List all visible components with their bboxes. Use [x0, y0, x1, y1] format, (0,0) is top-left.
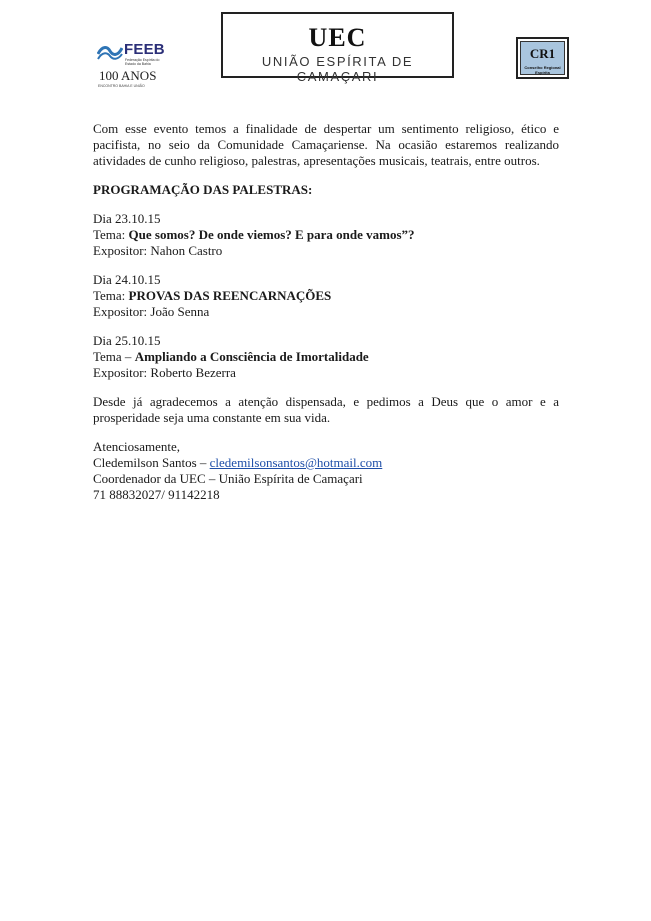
talk-speaker: Expositor: João Senna: [93, 304, 210, 319]
closing-text: Atenciosamente,: [93, 439, 180, 454]
feeb-logo: [97, 40, 169, 92]
talk-item: [93, 272, 559, 320]
talk-day: Dia 24.10.15: [93, 272, 161, 287]
talk-theme-title: PROVAS DAS REENCARNAÇÕES: [128, 288, 332, 303]
phone-numbers: 71 88832027/ 91142218: [93, 487, 220, 502]
intro-paragraph: Com esse evento temos a finalidade de despertar um sentimento religioso, ético e pacifista, no seio da Comunidade Camaçariense. Na ocasião estaremos realizando atividades de cunho religioso, palestras, apresentações musicais, teatrais, entre outros.: [93, 121, 559, 168]
uec-subtitle: UNIÃO ESPÍRITA DE CAMAÇARI: [261, 54, 414, 84]
talk-day: Dia 25.10.15: [93, 333, 161, 348]
signature-block: [93, 439, 559, 503]
talk-item: [93, 333, 559, 381]
talk-speaker: Expositor: Nahon Castro: [93, 243, 223, 258]
talk-theme-prefix: Tema –: [93, 349, 135, 364]
letterhead: [0, 0, 651, 110]
uec-title: UEC: [308, 23, 367, 52]
signer-name: Cledemilson Santos –: [93, 455, 210, 470]
email-link[interactable]: cledemilsonsantos@hotmail.com: [209, 455, 383, 470]
cre-code: CR1: [529, 46, 556, 61]
letter-body: [93, 121, 559, 516]
uec-title-box: [221, 12, 454, 84]
talk-speaker: Expositor: Roberto Bezerra: [93, 365, 236, 380]
talk-theme-title: Que somos? De onde viemos? E para onde vamos”?: [128, 227, 415, 242]
feeb-name: FEEB: [124, 41, 165, 58]
talk-theme-prefix: Tema:: [93, 227, 129, 242]
talk-theme: [93, 288, 559, 304]
cre-description: Conselho Regional Espírita: [524, 65, 561, 75]
thanks-paragraph: Desde já agradecemos a atenção dispensada, e pedimos a Deus que o amor e a prosperidade seja uma constante em sua vida.: [93, 394, 559, 425]
feeb-anniversary: 100 ANOS: [99, 68, 157, 83]
talk-day: Dia 23.10.15: [93, 211, 161, 226]
feeb-wave-icon: [97, 42, 123, 62]
cre-badge: [516, 37, 569, 79]
talk-theme: [93, 349, 559, 365]
cre-badge-inner: [520, 41, 565, 75]
feeb-subtitle: Federação Espírita do Estado da Bahia: [125, 58, 160, 66]
feeb-tagline: ENCONTRO BAHIA E UNIÃO: [98, 84, 145, 88]
talk-theme: [93, 227, 559, 243]
talk-theme-prefix: Tema:: [93, 288, 129, 303]
talk-theme-title: Ampliando a Consciência de Imortalidade: [134, 349, 369, 364]
signer-role: Coordenador da UEC – União Espírita de Camaçari: [93, 471, 363, 486]
program-heading: PROGRAMAÇÃO DAS PALESTRAS:: [93, 182, 313, 197]
signer-line: [93, 455, 559, 471]
talk-item: [93, 211, 559, 259]
